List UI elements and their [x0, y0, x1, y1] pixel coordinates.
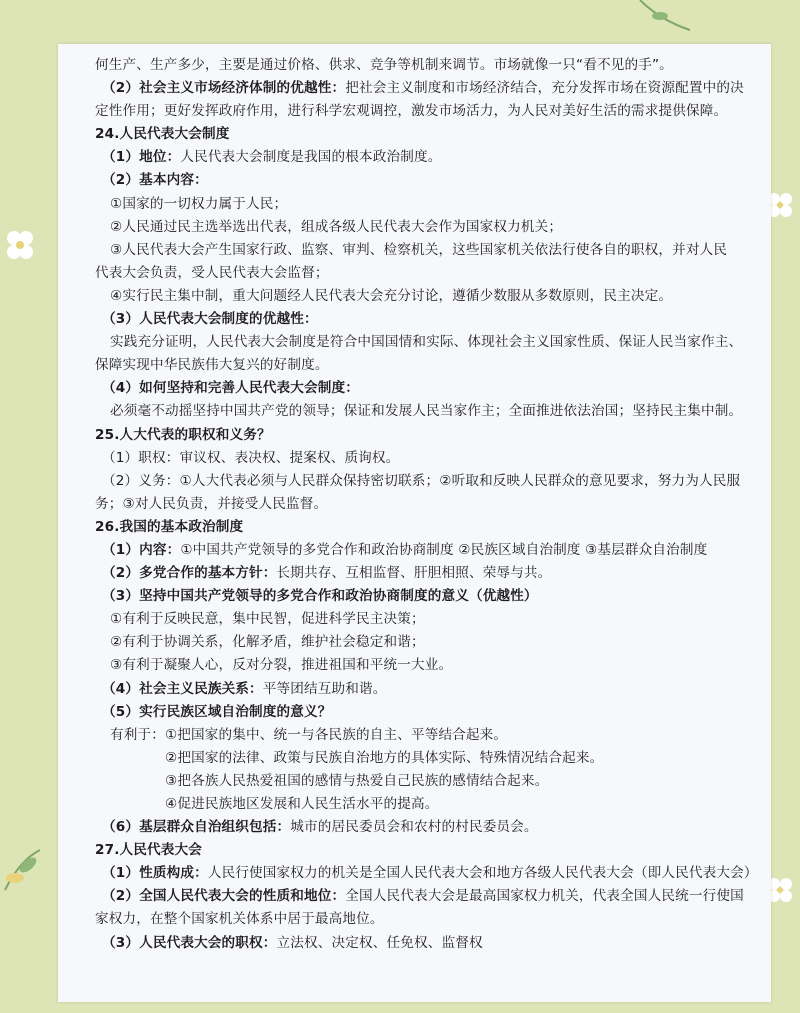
- line-text: （2）义务：①人大代表必须与人民群众保持密切联系；②听取和反映人民群众的意见要求，努力为人民服: [102, 472, 741, 489]
- line-heading: （1）内容：: [102, 541, 181, 558]
- line-heading: （1）性质构成：: [102, 865, 208, 882]
- line-text: 城市的居民委员会和农村的村民委员会。: [290, 819, 538, 836]
- text-line: [95, 146, 735, 169]
- document-text: [95, 54, 758, 955]
- line-heading: （4）社会主义民族关系：: [102, 680, 263, 697]
- text-line: [95, 562, 735, 585]
- line-text: 长期共存、互相监督、肝胆相照、荣辱与共。: [276, 565, 552, 582]
- line-heading: （5）实行民族区域自治制度的意义？: [102, 703, 332, 720]
- text-line: [95, 331, 743, 354]
- text-line: [95, 701, 735, 724]
- line-text: 全国人民代表大会是最高国家权力机关，代表全国人民统一行使国: [345, 888, 744, 905]
- text-line: [95, 77, 744, 100]
- text-line: [95, 262, 735, 285]
- flower-decoration-icon: [0, 220, 40, 270]
- text-line: [95, 839, 735, 862]
- document-page: [58, 44, 771, 1002]
- line-text: 平等团结互助和谐。: [262, 680, 387, 697]
- line-text: ②有利于协调关系，化解矛盾，维护社会稳定和谐；: [110, 634, 425, 651]
- text-line: [95, 354, 735, 377]
- line-text: ①国家的一切权力属于人民；: [110, 195, 288, 212]
- branch-decoration-icon: [630, 0, 700, 40]
- text-line: [95, 470, 741, 493]
- text-line: [95, 908, 735, 931]
- text-line: [95, 932, 735, 955]
- line-heading: （4）如何坚持和完善人民代表大会制度：: [102, 380, 359, 397]
- line-text: ①有利于反映民意，集中民智，促进科学民主决策；: [110, 611, 425, 628]
- text-line: [95, 100, 735, 123]
- text-line: [95, 193, 735, 216]
- line-text: 人民行使国家权力的机关是全国人民代表大会和地方各级人民代表大会（即人民代表大会）: [207, 865, 758, 882]
- line-text: 有利于：①把国家的集中、统一与各民族的自主、平等结合起来。: [110, 726, 508, 743]
- line-heading: （3）坚持中国共产党领导的多党合作和政治协商制度的意义（优越性）: [102, 588, 538, 605]
- line-text: （1）职权：审议权、表决权、提案权、质询权。: [102, 449, 400, 466]
- text-line: [95, 516, 735, 539]
- line-text: 必须毫不动摇坚持中国共产党的领导；保证和发展人民当家作主；全面推进依法治国；坚持民主集中制。: [110, 403, 743, 420]
- line-heading: （2）社会主义市场经济体制的优越性：: [102, 80, 346, 97]
- line-text: ④实行民主集中制，重大问题经人民代表大会充分讨论，遵循少数服从多数原则，民主决定。: [110, 287, 673, 304]
- text-line: [95, 123, 735, 146]
- text-line: [95, 239, 735, 262]
- line-heading: （2）全国人民代表大会的性质和地位：: [102, 888, 346, 905]
- text-line: [95, 493, 735, 516]
- text-line: [95, 654, 735, 677]
- text-line: [95, 424, 735, 447]
- text-line: [95, 585, 735, 608]
- text-line: [95, 400, 743, 423]
- text-line: [95, 724, 735, 747]
- line-text: ③人民代表大会产生国家行政、监察、审判、检察机关，这些国家机关依法行使各自的职权，并对人民: [110, 241, 728, 258]
- line-heading: （1）地位：: [102, 149, 181, 166]
- text-line: [95, 862, 758, 885]
- text-line: [95, 308, 735, 331]
- text-line: [95, 608, 735, 631]
- text-line: [95, 216, 735, 239]
- line-text: 实践充分证明，人民代表大会制度是符合中国国情和实际、体现社会主义国家性质、保证人民当家作主、: [110, 334, 743, 351]
- line-heading: 27.人民代表大会: [95, 842, 202, 859]
- line-text: ②把国家的法律、政策与民族自治地方的具体实际、特殊情况结合起来。: [165, 749, 604, 766]
- text-line: [95, 770, 735, 793]
- line-heading: （3）人民代表大会制度的优越性：: [102, 311, 318, 328]
- text-line: [95, 539, 735, 562]
- line-text: ①中国共产党领导的多党合作和政治协商制度 ②民族区域自治制度 ③基层群众自治制度: [180, 541, 708, 558]
- text-line: [95, 678, 735, 701]
- line-text: 务；③对人民负责，并接受人民监督。: [95, 495, 328, 512]
- line-heading: （6）基层群众自治组织包括：: [102, 819, 291, 836]
- line-heading: （3）人民代表大会的职权：: [102, 934, 277, 951]
- line-text: ②人民通过民主选举选出代表，组成各级人民代表大会作为国家权力机关；: [110, 218, 563, 235]
- text-line: [95, 377, 735, 400]
- text-line: [95, 631, 735, 654]
- text-line: [95, 169, 735, 192]
- text-line: [95, 54, 735, 77]
- text-line: [95, 793, 735, 816]
- text-line: [95, 885, 744, 908]
- line-text: ④促进民族地区发展和人民生活水平的提高。: [165, 796, 439, 812]
- line-heading: （2）基本内容：: [102, 172, 208, 189]
- line-text: 何生产、生产多少，主要是通过价格、供求、竞争等机制来调节。市场就像一只“看不见的手”。: [95, 57, 673, 73]
- line-text: 代表大会负责，受人民代表大会监督；: [95, 264, 329, 281]
- text-line: [95, 747, 735, 770]
- line-text: ③把各族人民热爱祖国的感情与热爱自己民族的感情结合起来。: [165, 772, 549, 789]
- line-heading: 26.我国的基本政治制度: [95, 518, 244, 535]
- line-text: 立法权、决定权、任免权、监督权: [276, 934, 483, 951]
- text-line: [95, 285, 735, 308]
- leaf-decoration-icon: [0, 820, 50, 900]
- line-text: 家权力，在整个国家机关体系中居于最高地位。: [95, 911, 384, 928]
- line-text: 定性作用；更好发挥政府作用，进行科学宏观调控，激发市场活力，为人民对美好生活的需求提供保障。: [95, 103, 728, 120]
- line-text: 人民代表大会制度是我国的根本政治制度。: [180, 149, 442, 166]
- line-text: ③有利于凝聚人心，反对分裂，推进祖国和平统一大业。: [110, 657, 453, 674]
- line-text: 保障实现中华民族伟大复兴的好制度。: [95, 357, 329, 374]
- text-line: [95, 816, 735, 839]
- text-line: [95, 447, 735, 470]
- line-heading: （2）多党合作的基本方针：: [102, 565, 277, 582]
- line-text: 把社会主义制度和市场经济结合，充分发挥市场在资源配置中的决: [345, 80, 744, 97]
- line-heading: 24.人民代表大会制度: [95, 126, 230, 143]
- line-heading: 25.人大代表的职权和义务？: [95, 426, 271, 443]
